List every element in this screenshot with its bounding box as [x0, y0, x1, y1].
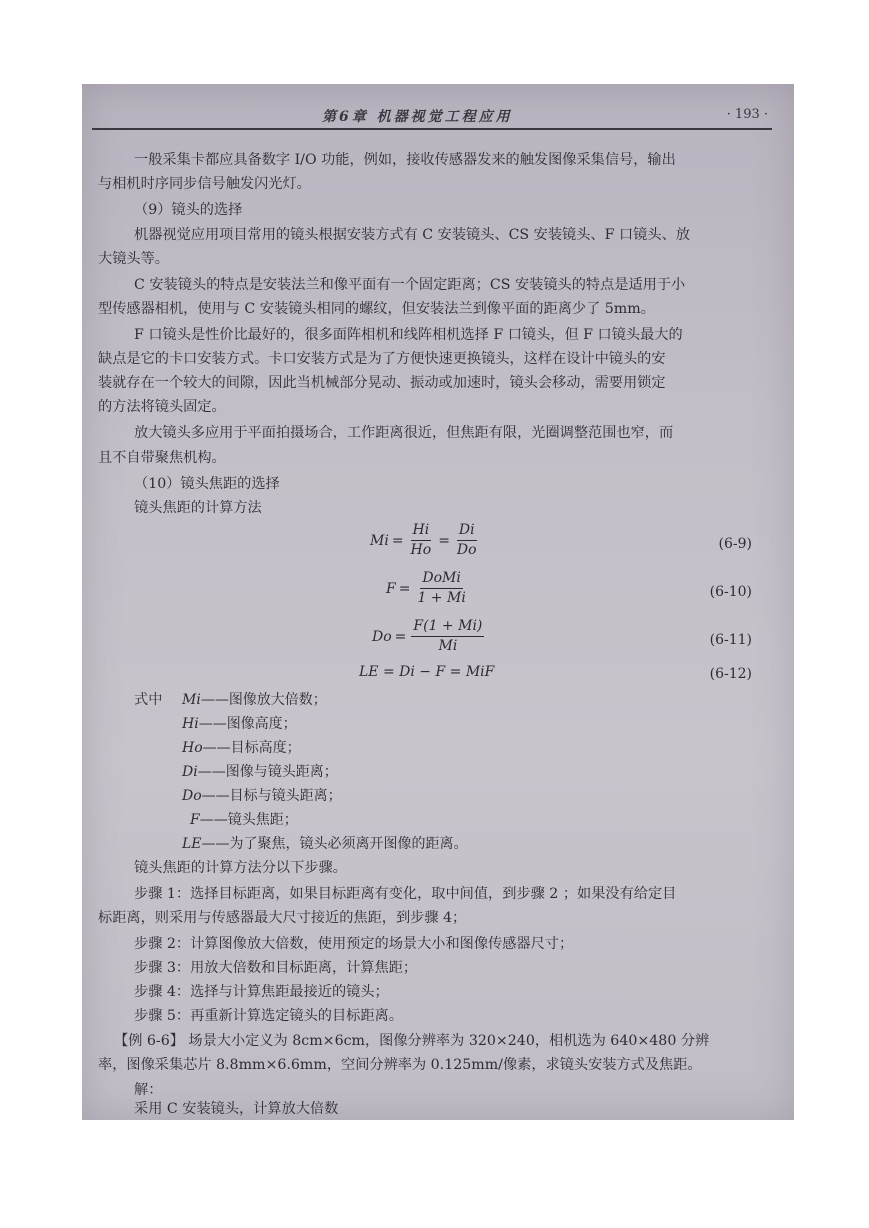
example-line: 【例 6-6】 场景大小定义为 8cm×6cm，图像分辨率为 320×240，相机选为 640×480 分辨: [114, 1033, 710, 1049]
page-number: · 193 ·: [726, 107, 768, 122]
text-line: 机器视觉应用项目常用的镜头根据安装方式有 C 安装镜头、CS 安装镜头、F 口镜头、放: [134, 227, 690, 243]
text-line: 一般采集卡都应具备数字 I/O 功能，例如，接收传感器发来的触发图像采集信号，输出: [134, 152, 676, 168]
formula-lhs: F: [386, 580, 396, 597]
text-line: 型传感器相机，使用与 C 安装镜头相同的螺纹，但安装法兰到像平面的距离少了 5mm。: [98, 301, 655, 317]
formula-lhs: Mi: [370, 532, 389, 549]
page-header: [92, 106, 772, 130]
step-line: 步骤 3：用放大倍数和目标距离，计算焦距；: [134, 960, 418, 976]
variable-definition: Mi——图像放大倍数；: [182, 692, 327, 708]
step-line: 步骤 5：再重新计算选定镜头的目标距离。: [134, 1008, 403, 1024]
step-line: 步骤 1：选择目标距离，如果目标距离有变化，取中间值，到步骤 2 ；如果没有给定目: [134, 886, 677, 902]
equation-number: (6-12): [709, 666, 752, 682]
variable-definition: Hi——图像高度；: [182, 716, 297, 732]
text-line: 且不自带聚焦机构。: [98, 450, 226, 466]
step-line: 步骤 4：选择与计算焦距最接近的镜头；: [134, 984, 389, 1000]
where-label: 式中: [134, 692, 163, 708]
text-line: 采用 C 安装镜头，计算放大倍数: [134, 1101, 339, 1117]
formula-6-11: Do = $\frac{F(1 + Mi)}{Mi}$ (6-11): [372, 618, 752, 654]
variable-definition: Do——目标与镜头距离；: [182, 788, 342, 804]
equation-number: (6-9): [718, 536, 752, 552]
text-line: 装就存在一个较大的间隙，因此当机械部分晃动、振动或加速时，镜头会移动，需要用锁定: [98, 375, 666, 391]
equation-number: (6-11): [709, 632, 752, 648]
chapter-title: 第6章 机器视觉工程应用: [322, 109, 513, 125]
text-line: 的方法将镜头固定。: [98, 399, 226, 415]
variable-definition: LE——为了聚焦，镜头必须离开图像的距离。: [182, 836, 468, 852]
text-line: 与相机时序同步信号触发闪光灯。: [98, 176, 311, 192]
text-line: 缺点是它的卡口安装方式。卡口安装方式是为了方便快速更换镜头，这样在设计中镜头的安: [98, 351, 666, 367]
formula-lhs: Do: [372, 628, 392, 645]
book-page: [82, 84, 794, 1120]
step-line: 步骤 2：计算图像放大倍数，使用预定的场景大小和图像传感器尺寸；: [134, 936, 574, 952]
text-line: 镜头焦距的计算方法: [134, 500, 262, 516]
example-line: 率，图像采集芯片 8.8mm×6.6mm，空间分辨率为 0.125mm/像素，求镜头安装方式及焦距。: [98, 1057, 702, 1073]
equation-number: (6-10): [709, 584, 752, 600]
text-line: C 安装镜头的特点是安装法兰和像平面有一个固定距离；CS 安装镜头的特点是适用于小: [134, 277, 686, 293]
text-line: F 口镜头是性价比最好的，很多面阵相机和线阵相机选择 F 口镜头，但 F 口镜头最大的: [134, 327, 683, 343]
section-heading: （10）镜头焦距的选择: [134, 476, 280, 492]
section-heading: （9）镜头的选择: [134, 202, 243, 218]
solution-label: 解：: [134, 1082, 163, 1098]
formula-6-10: F = $\frac{\text{DoMi}}{1 + Mi}$ (6-10): [386, 570, 752, 606]
text-line: 大镜头等。: [98, 251, 169, 267]
formula-text: LE = Di − F = MiF: [359, 664, 495, 680]
variable-definition: Di——图像与镜头距离；: [182, 764, 338, 780]
step-line: 标距离，则采用与传感器最大尺寸接近的焦距，到步骤 4；: [98, 910, 467, 926]
text-line: 放大镜头多应用于平面拍摄场合，工作距离很近，但焦距有限，光圈调整范围也窄，而: [134, 425, 674, 441]
variable-definition: Ho——目标高度；: [182, 740, 301, 756]
variable-definition: F——镜头焦距；: [190, 812, 298, 828]
text-line: 镜头焦距的计算方法分以下步骤。: [134, 860, 347, 876]
formula-6-9: Mi = $\frac{Hi}{Ho}$ = $\frac{Di}{Do}$ (6-9): [370, 522, 752, 558]
